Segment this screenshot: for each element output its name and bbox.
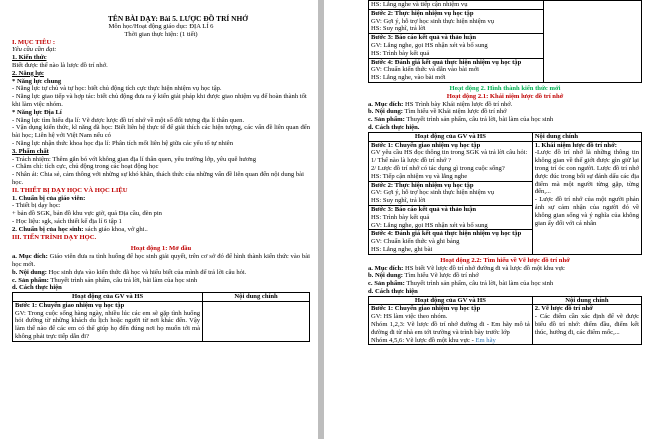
activity21-purpose-text: HS Trình bày Khái niệm lược đồ trí nhớ. <box>403 100 513 108</box>
top-step3-2: HS: Trình bày kết quả <box>371 49 430 57</box>
table-header-content: Nội dung chính <box>203 293 310 302</box>
lesson-title: TÊN BÀI DẠY: Bài 5. LƯỢC ĐỒ TRÍ NHỚ <box>108 14 248 23</box>
table-cell <box>532 141 641 254</box>
process-heading: III. TIẾN TRÌNH DẠY HỌC. <box>12 233 97 241</box>
general-competence-heading: * Năng lực chung <box>12 77 62 85</box>
activity21-content <box>368 108 642 116</box>
table-cell <box>532 305 641 345</box>
general-competence-1: - Năng lực tự chủ và tự học: biết chủ động tích cực thực hiện nhiệm vụ học tập. <box>12 85 222 93</box>
t3-step1-title: Bước 1: Chuyển giao nhiệm vụ học tập <box>371 305 481 313</box>
quality-1: - Trách nhiệm: Thêm gắn bó với không gian địa lí thân quen, yêu trường lớp, yêu quê hương <box>12 155 257 163</box>
t2-content-2: - Lược đồ trí nhớ của một người phản ánh sự cảm nhận của người đó về không gian sống và ý nghĩa của không gian ấy đối với cá nhân <box>534 196 639 227</box>
activity1-content <box>12 269 310 277</box>
knowledge-heading: 1. Kiến thức <box>12 54 47 62</box>
activity21-table <box>368 132 642 255</box>
t3-step1-3-highlight: Em hãy <box>475 336 496 344</box>
table-row <box>369 141 642 181</box>
t2-step2-1: GV: Gợi ý, hỗ trợ học sinh thực hiện nhiệm vụ <box>371 189 495 197</box>
activity22-purpose <box>368 265 642 273</box>
activity1-product-text: Thuyết trình sản phẩm, câu trả lời, bài làm của học sinh <box>48 276 198 284</box>
top-step2-1: GV: Gợi ý, hỗ trợ học sinh thực hiện nhiệm vụ <box>371 17 495 25</box>
activity1-product <box>12 277 310 285</box>
t3-step1-1: GV: HS làm việc theo nhóm. <box>371 313 448 321</box>
activity21-content-text: Tìm hiểu về Khái niệm lược đồ trí nhớ <box>403 108 507 116</box>
t3-content-1: - Các điểm cần xác định để vẽ được biểu đồ trí nhớ: điểm đầu, điểm kết thúc, hướng đi, các điểm mốc,... <box>534 313 639 336</box>
table-row <box>369 1 642 10</box>
activity1-product-label: c. Sản phẩm: <box>12 276 49 284</box>
t3-step1-3 <box>371 337 530 345</box>
t2-step2-title: Bước 2: Thực hiện nhiệm vụ học tập <box>371 181 474 189</box>
t3-step1-2: Nhóm 1,2,3: Vẽ lược đồ trí nhớ đường đi - Em hãy mô tả đường đi từ nhà em tới trường và trình bày trước lớp <box>371 321 530 336</box>
quality-2: - Chăm chỉ: tích cực, chủ động trong các hoạt động học <box>12 163 159 171</box>
student-prep-text: sách giáo khoa, vở ghi.. <box>83 225 148 233</box>
table-cell <box>543 1 641 83</box>
activity21-product-text: Thuyết trình sản phẩm, câu trả lời, bài làm của học sinh <box>404 116 554 124</box>
top-step3-title: Bước 3: Báo cáo kết quả và thảo luận <box>371 34 477 42</box>
activity22-purpose-label: a. Mục đích: <box>368 264 404 272</box>
table-header-content: Nội dung chính <box>532 132 641 141</box>
competence-heading: 2. Năng lực <box>12 69 44 77</box>
teacher-prep-2: + bản đồ SGK, bản đồ khu vực giờ, quả Địa cầu, đèn pin <box>12 210 162 218</box>
left-page <box>0 0 318 439</box>
activity1-purpose-label: a. Mục đích: <box>12 253 48 261</box>
activity1-purpose <box>12 253 310 269</box>
table-header-activity: Hoạt động của GV và HS <box>369 296 533 305</box>
activity22-method: d. Cách thực hiện <box>368 287 418 295</box>
activity22-content <box>368 272 642 280</box>
top-step4-2: HS: Lắng nghe, vào bài mới <box>371 74 446 82</box>
step1-text: GV: Trong cuộc sống hàng ngày, nhiều lúc các em sẽ gặp tình huống hỏi đường từ những khách du lịch hoặc người từ nơi khác đến. Vậy làm thế nào để các em có thể giúp họ đến đúng nơi họ muốn tới mà không phải trực tiếp dẫn đi? <box>15 309 201 341</box>
activity22-product-text: Thuyết trình sản phẩm, câu trả lời, bài làm của học sinh <box>404 280 554 288</box>
t2-step2-2: HS: Suy nghĩ, trả lời <box>371 197 426 205</box>
activity21-heading: Hoạt động 2.1: Khái niệm lược đồ trí nhớ <box>446 92 564 100</box>
objectives-sub: Yêu cầu cần đạt: <box>12 46 57 54</box>
activity22-table <box>368 296 642 346</box>
step1-title: Bước 1: Chuyển giao nhiệm vụ học tập <box>15 301 125 309</box>
teacher-prep-1: - Thiết bị dạy học: <box>12 202 61 210</box>
activity1-method: d. Cách thực hiện <box>12 284 62 292</box>
table-cell <box>369 205 533 229</box>
activity2-heading: Hoạt động 2. Hình thành kiến thức mới <box>449 84 561 92</box>
activity21-method: d. Cách thực hiện. <box>368 123 420 131</box>
activity22-content-text: Tìm hiểu Vẽ lược đồ trí nhớ <box>403 272 479 280</box>
activity21-purpose-label: a. Mục đích: <box>368 100 404 108</box>
t2-step1-4: HS: Tiếp cận nhiệm vụ và lắng nghe <box>371 172 468 180</box>
t2-step4-title: Bước 4: Đánh giá kết quả thực hiện nhiệm vụ học tập <box>371 230 522 238</box>
table-cell <box>369 141 533 181</box>
table-row <box>13 301 310 341</box>
table-cell <box>13 301 203 341</box>
top-step2-title: Bước 2: Thực hiện nhiệm vụ học tập <box>371 9 474 17</box>
teacher-prep-heading: 1. Chuẩn bị của giáo viên: <box>12 194 86 202</box>
geo-competence-1: - Năng lực tìm hiểu địa lí: Vẽ được lược đồ trí nhớ về một số đối tượng địa lí thân quen. <box>12 116 245 124</box>
teacher-prep-3: - Học liệu: sgk, sách thiết kế địa lí 6 tập 1 <box>12 217 122 225</box>
geo-competence-2: - Vận dụng kiến thức, kĩ năng đã học: Biết liên hệ thực tế để giải thích các hiện tượng, các vấn đề liên quan đến bài học; Liên hệ với Việt Nam nếu có <box>12 124 310 140</box>
activity22-product-label: c. Sản phẩm: <box>368 280 405 288</box>
table-header-content: Nội dung chính <box>532 296 641 305</box>
subject-line: Môn học/Hoạt động giáo dục: ĐỊA LÍ 6 <box>108 23 214 30</box>
activity1-heading: Hoạt động 1: Mở đầu <box>130 245 192 253</box>
t2-step3-1: HS: Trình bày kết quả <box>371 213 430 221</box>
top-step4-1: GV: Chuẩn kiến thức và dẫn vào bài mới <box>371 66 480 74</box>
t2-step4-1: GV: Chuẩn kiến thức và ghi bảng <box>371 238 460 246</box>
quality-heading: 3. Phẩm chất <box>12 147 49 155</box>
geo-competence-heading: * Năng lực Địa Lí <box>12 108 62 116</box>
objectives-heading: I. MỤC TIÊU : <box>12 38 56 46</box>
table-header-activity: Hoạt động của GV và HS <box>13 293 203 302</box>
geo-competence-3: - Năng lực nhận thức khoa học địa lí: Phân tích mối liên hệ giữa các yếu tố tự nhiên <box>12 139 234 147</box>
student-prep-heading: 2. Chuẩn bị của học sinh: <box>12 225 84 233</box>
table-cell <box>369 181 533 205</box>
t2-step4-2: HS: Lắng nghe, ghi bài <box>371 245 433 253</box>
top-step4-title: Bước 4: Đánh giá kết quả thực hiện nhiệm vụ học tập <box>371 58 522 66</box>
activity1-table <box>12 292 310 342</box>
table-cell <box>369 1 544 10</box>
t3-step1-3-text: Nhóm 4,5,6: Vẽ lược đồ một khu vực - <box>371 336 476 344</box>
activity1-content-text: Học sinh dựa vào kiến thức đã học và hiểu biết của mình để trả lời câu hỏi. <box>47 268 247 276</box>
general-competence-2: - Năng lực giao tiếp và hợp tác: biết chủ động đưa ra ý kiến giải pháp khi được giao nhiệm vụ để hoàn thành tốt khi làm việc nhóm. <box>12 93 307 108</box>
table-row <box>369 305 642 345</box>
table-cell <box>369 34 544 58</box>
activity21-product <box>368 116 642 124</box>
t2-step1-2: 1/ Thế nào là lược đồ trí nhớ ? <box>371 157 452 165</box>
activity1-purpose-text: Giáo viên đưa ra tình huống để học sinh giải quyết, trên cơ sở đó để hình thành kiến thức vào bài học mới. <box>12 253 310 268</box>
table-header-activity: Hoạt động của GV và HS <box>369 132 533 141</box>
activity22-heading: Hoạt động 2.2: Tìm hiểu về Vẽ lược đồ trí nhớ <box>440 256 570 264</box>
activity21-purpose <box>368 101 642 109</box>
activity22-content-label: b. Nội dung: <box>368 272 403 280</box>
top-row1: HS: Lắng nghe và tiếp cận nhiệm vụ <box>371 1 468 8</box>
top-step3-1: GV: Lắng nghe, gọi HS nhận xét và bổ sung <box>371 41 488 49</box>
quality-3: - Nhân ái: Chia sẻ, cảm thông với những sự khó khăn, thách thức của những vấn đề liên quan đến nội dung bài học. <box>12 171 304 186</box>
right-page <box>324 0 650 439</box>
duration-line: Thời gian thực hiện: (1 tiết) <box>124 30 198 38</box>
table-cell <box>369 9 544 33</box>
t2-step1-title: Bước 1: Chuyển giao nhiệm vụ học tập <box>371 141 481 149</box>
activity1-table-continued <box>368 0 642 83</box>
activity21-product-label: c. Sản phẩm: <box>368 116 405 124</box>
activity1-content-label: b. Nội dung: <box>12 268 47 276</box>
t2-content-1: -Lược đồ trí nhớ là những thông tin không gian về thế giới được gìn giữ lại trong trí óc con người. Lược đồ trí nhớ được đúc trong bối sự đánh dấu các địa điểm mà một người từng gặp, từng đến,... <box>534 149 639 196</box>
t2-step3-title: Bước 3: Báo cáo kết quả và thảo luận <box>371 205 477 213</box>
t3-content-title: 2. Vẽ lược đồ trí nhớ <box>534 305 593 313</box>
equipment-heading: II. THIẾT BỊ DẠY HỌC VÀ HỌC LIỆU <box>12 186 128 194</box>
table-cell <box>369 230 533 254</box>
t2-content-title: 1. Khái niệm lược đồ trí nhớ: <box>534 141 617 149</box>
top-step2-2: HS: Suy nghĩ, trả lời <box>371 25 426 33</box>
activity22-product <box>368 280 642 288</box>
t2-step1-3: 2/ Lược đồ trí nhớ có tác dụng gì trong cuộc sống? <box>371 164 505 172</box>
activity21-content-label: b. Nội dung: <box>368 108 403 116</box>
t2-step3-2: GV: Lắng nghe, gọi HS nhận xét và bổ sung <box>371 221 488 229</box>
table-cell <box>369 58 544 82</box>
knowledge-text: Biết được thế nào là lược đồ trí nhớ. <box>12 61 108 69</box>
activity22-purpose-text: HS biết Vẽ lược đồ trí nhớ đường đi và lược đồ một khu vực <box>403 264 565 272</box>
table-cell <box>369 305 533 345</box>
student-prep <box>12 226 310 234</box>
t2-step1-1: GV yêu cầu HS đọc thông tin trong SGK và trả lời câu hỏi: <box>371 149 528 157</box>
table-cell <box>203 301 310 341</box>
